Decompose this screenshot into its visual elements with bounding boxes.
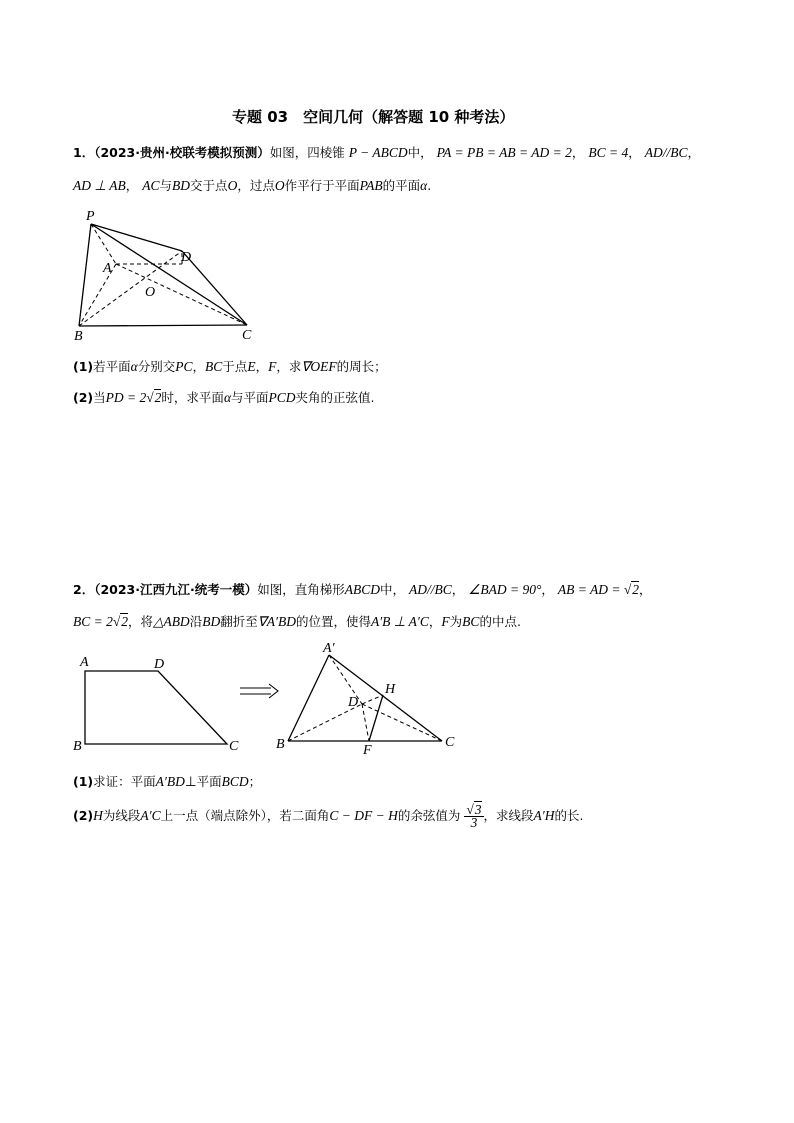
q1-text: 与平面: [231, 390, 269, 405]
q2-line-1: 2．（2023·江西九江·统考一模）如图，直角梯形ABCD中， AD//BC， ∠BAD = 90°， AB = AD = √2，: [73, 582, 652, 597]
fold-arrow-icon: [240, 684, 278, 698]
q2-plane: BCD: [221, 774, 249, 789]
q1-sep: ，: [571, 145, 585, 160]
q1-segment: BC: [205, 359, 223, 374]
q2-fraction-denominator: 3: [470, 815, 478, 830]
q1-condition-2: BC = 4: [588, 145, 629, 160]
q2-text: ；: [248, 774, 262, 789]
q2-text: 翻折至: [220, 614, 258, 629]
q2-point: F: [441, 614, 450, 629]
q1-segment-ac: AC: [142, 178, 160, 193]
q1-sep: ，: [255, 359, 269, 374]
q1-line-2: [73, 176, 431, 194]
q1-triangle: ∇OEF: [301, 359, 337, 374]
q1-text: 分别交: [137, 359, 176, 374]
q2-condition-3: AB = AD =: [557, 582, 624, 597]
q1-pd-value: PD = 2: [105, 390, 147, 405]
q2-text: ，求线段: [483, 808, 534, 823]
q2-text: 的长.: [554, 808, 584, 823]
q2-label: C: [229, 739, 239, 754]
q1-pyramid: P − ABCD: [348, 145, 408, 160]
q1-text: 与: [159, 178, 173, 193]
q1-text: .: [427, 178, 432, 193]
q1-condition-3: AD//BC: [644, 145, 688, 160]
q1-plane-pab: PAB: [359, 178, 383, 193]
q1-source: （2023·贵州·校联考模拟预测）: [94, 145, 270, 160]
q2-text: 平面: [196, 774, 222, 789]
q2-sep: ，: [451, 582, 465, 597]
q1-alpha: α: [420, 178, 428, 193]
q2-plane: A′BD: [155, 774, 185, 789]
q1-line-1: [73, 143, 700, 161]
q1-label: O: [145, 285, 156, 300]
q2-sub-1-number: (1): [73, 774, 94, 789]
q1-point-o: O: [227, 178, 238, 193]
q1-plane: PCD: [268, 390, 296, 405]
q1-text: 交于点: [190, 178, 228, 193]
q2-segment: BD: [202, 614, 221, 629]
q2-source: （2023·江西九江·统考一模）: [94, 582, 258, 597]
q1-sep: ，: [628, 145, 641, 160]
q1-label: C: [242, 328, 252, 343]
q2-perp-condition: A′B ⊥ A′C: [370, 614, 429, 629]
q2-segment: A′C: [140, 808, 161, 823]
q2-fraction-numerator: 3: [474, 802, 482, 817]
q2-text: 为: [449, 614, 463, 629]
q2-text: 的中点.: [479, 614, 521, 629]
q2-text: 的余弦值为: [397, 808, 461, 823]
q2-text: 上一点（端点除外），若二面角: [160, 808, 330, 823]
q2-label: A′: [323, 641, 335, 656]
q2-sep: ，: [639, 582, 652, 597]
q1-sub-2-number: (2): [73, 390, 94, 405]
q2-text: 如图，直角梯形: [257, 582, 345, 597]
q2-figure: [70, 640, 470, 760]
q2-trapezoid-figure: [73, 655, 239, 754]
q2-triangle: △ABD: [153, 614, 190, 629]
q2-sqrt-arg: 2: [121, 614, 129, 629]
q1-sep: ，: [687, 145, 700, 160]
page-title: 专题 03 空间几何（解答题 10 种考法）: [232, 108, 515, 126]
q2-sep: ，: [541, 582, 554, 597]
q2-triangle: ∇A′BD: [257, 614, 296, 629]
q2-label: B: [73, 739, 82, 754]
q1-condition-4: AD ⊥ AB: [73, 178, 126, 193]
q1-text: 的周长；: [336, 359, 387, 374]
q1-text: 如图，四棱锥: [269, 145, 345, 160]
q1-text: ，求: [276, 359, 302, 374]
q1-segment: PC: [175, 359, 193, 374]
q2-text: 中，: [380, 582, 406, 597]
q1-sub-2: (2)当PD = 2√2时，求平面α与平面PCD夹角的正弦值.: [73, 390, 375, 405]
q1-point-o: O: [274, 178, 285, 193]
q2-line-2: BC = 2√2，将△ABD沿BD翻折至∇A′BD的位置，使得A′B ⊥ A′C，F为BC的中点.: [73, 614, 521, 629]
q1-sqrt-arg: 2: [154, 390, 162, 405]
q2-text: 为线段: [102, 808, 141, 823]
q1-text: ，过点: [237, 178, 275, 193]
q1-segment-bd: BD: [172, 178, 191, 193]
q1-pyramid-figure: [70, 205, 270, 345]
q2-text: 求证：平面: [93, 774, 156, 789]
q2-sub-2: [73, 804, 583, 829]
q1-sub-1: [73, 357, 387, 375]
q1-label: D: [181, 250, 192, 265]
q1-condition-1: PA = PB = AB = AD = 2: [436, 145, 572, 160]
q1-text: 中，: [407, 145, 433, 160]
q1-label: B: [74, 329, 83, 344]
q1-text: 若平面: [93, 359, 131, 374]
q1-point: F: [268, 359, 277, 374]
q2-perp-symbol: ⊥: [184, 774, 197, 789]
q2-segment: A′H: [533, 808, 555, 823]
q1-sep: ，: [125, 178, 139, 193]
q2-text: 的位置，使得: [295, 614, 371, 629]
q2-label: B: [276, 737, 285, 752]
q2-label: D: [348, 695, 359, 710]
q1-text: 于点: [222, 359, 248, 374]
q2-condition-4: BC = 2: [73, 614, 113, 629]
q1-alpha: α: [130, 359, 138, 374]
q1-sep: ，: [192, 359, 206, 374]
q1-alpha: α: [223, 390, 232, 405]
q1-sub-1-number: (1): [73, 359, 94, 374]
q1-label: A: [103, 261, 112, 276]
q2-sub-2-number: (2): [73, 808, 94, 823]
q2-sqrt-arg: 2: [632, 582, 640, 597]
q2-cosine-fraction: $\frac{√3}{3}$: [466, 802, 482, 830]
q1-point: E: [247, 359, 256, 374]
q2-number: 2．: [73, 582, 95, 597]
q2-condition-1: AD//BC: [409, 582, 452, 597]
q1-text: 作平行于平面: [284, 178, 360, 193]
q1-number: 1．: [73, 145, 95, 160]
q2-dihedral-angle: C − DF − H: [329, 808, 398, 823]
q1-text: 当: [93, 390, 106, 405]
q2-point: H: [93, 808, 103, 823]
q1-text: 时，求平面: [161, 390, 224, 405]
q1-text: 夹角的正弦值.: [295, 390, 375, 405]
q2-text: ，将: [128, 614, 154, 629]
q2-segment: BC: [462, 614, 480, 629]
q2-label: F: [363, 743, 372, 758]
q2-text: 沿: [189, 614, 203, 629]
q2-sub-1: [73, 772, 261, 790]
q1-text: 的平面: [382, 178, 421, 193]
q2-tetrahedron-figure: [276, 641, 455, 758]
q2-label: A: [80, 655, 89, 670]
q2-sep: ，: [428, 614, 442, 629]
q2-label: D: [154, 657, 165, 672]
q2-label: H: [385, 682, 396, 697]
q2-label: C: [445, 735, 455, 750]
q2-trapezoid: ABCD: [344, 582, 381, 597]
q1-label: P: [86, 209, 95, 224]
q2-condition-2: ∠BAD = 90°: [468, 582, 542, 597]
